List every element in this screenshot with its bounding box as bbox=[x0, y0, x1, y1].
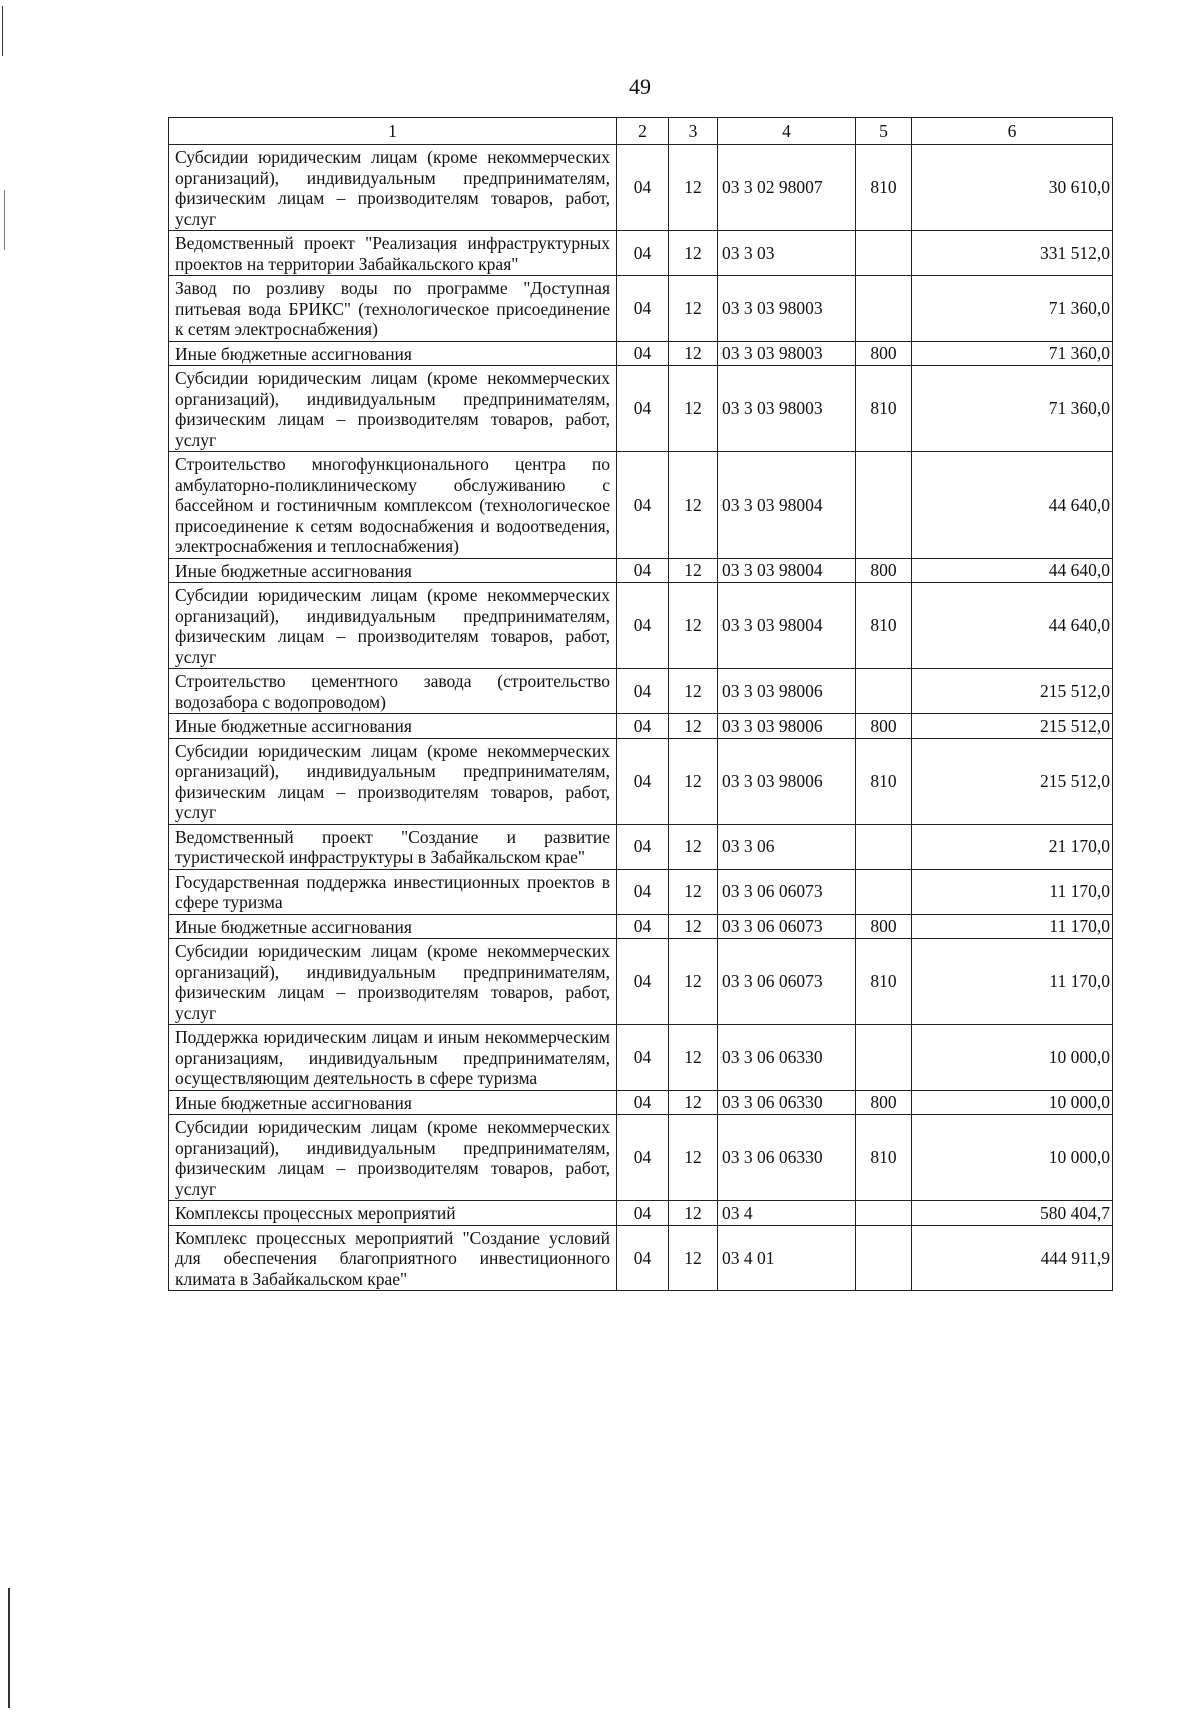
amount-cell: 71 360,0 bbox=[912, 366, 1113, 452]
item-name-cell: Субсидии юридическим лицам (кроме некоммерческих организаций), индивидуальным предпринимателям, физическим лицам – производителям товаров, работ, услуг bbox=[169, 1115, 617, 1201]
target-article-cell: 03 4 bbox=[718, 1201, 856, 1226]
subsection-cell: 12 bbox=[669, 669, 718, 714]
subsection-cell: 12 bbox=[669, 1225, 718, 1291]
amount-cell: 331 512,0 bbox=[912, 231, 1113, 276]
target-article-cell: 03 3 03 98003 bbox=[718, 276, 856, 342]
item-name-cell: Иные бюджетные ассигнования bbox=[169, 914, 617, 939]
section-cell: 04 bbox=[617, 714, 669, 739]
subsection-cell: 12 bbox=[669, 1025, 718, 1091]
header-cell: 3 bbox=[669, 118, 718, 145]
header-cell: 4 bbox=[718, 118, 856, 145]
page-number: 49 bbox=[629, 74, 651, 99]
target-article-cell: 03 3 03 98004 bbox=[718, 558, 856, 583]
target-article-cell: 03 3 06 06073 bbox=[718, 939, 856, 1025]
subsection-cell: 12 bbox=[669, 824, 718, 869]
section-cell: 04 bbox=[617, 583, 669, 669]
target-article-cell: 03 3 06 06073 bbox=[718, 869, 856, 914]
section-cell: 04 bbox=[617, 341, 669, 366]
target-article-cell: 03 3 06 06330 bbox=[718, 1090, 856, 1115]
subsection-cell: 12 bbox=[669, 145, 718, 231]
subsection-cell: 12 bbox=[669, 738, 718, 824]
item-name-cell: Иные бюджетные ассигнования bbox=[169, 341, 617, 366]
expense-type-cell: 800 bbox=[856, 558, 912, 583]
subsection-cell: 12 bbox=[669, 1090, 718, 1115]
subsection-cell: 12 bbox=[669, 583, 718, 669]
amount-cell: 11 170,0 bbox=[912, 914, 1113, 939]
table-row bbox=[169, 869, 1113, 914]
target-article-cell: 03 3 06 06330 bbox=[718, 1025, 856, 1091]
subsection-cell: 12 bbox=[669, 452, 718, 559]
header-cell: 1 bbox=[169, 118, 617, 145]
scan-margin-mark bbox=[2, 6, 3, 56]
table-row bbox=[169, 1115, 1113, 1201]
section-cell: 04 bbox=[617, 276, 669, 342]
expense-type-cell bbox=[856, 824, 912, 869]
target-article-cell: 03 3 03 98006 bbox=[718, 669, 856, 714]
item-name-cell: Иные бюджетные ассигнования bbox=[169, 558, 617, 583]
header-cell: 5 bbox=[856, 118, 912, 145]
section-cell: 04 bbox=[617, 231, 669, 276]
expense-type-cell: 800 bbox=[856, 1090, 912, 1115]
item-name-cell: Ведомственный проект "Реализация инфраструктурных проектов на территории Забайкальского края" bbox=[169, 231, 617, 276]
section-cell: 04 bbox=[617, 914, 669, 939]
subsection-cell: 12 bbox=[669, 714, 718, 739]
subsection-cell: 12 bbox=[669, 276, 718, 342]
table-row bbox=[169, 1090, 1113, 1115]
expense-type-cell: 810 bbox=[856, 366, 912, 452]
amount-cell: 30 610,0 bbox=[912, 145, 1113, 231]
expense-type-cell: 800 bbox=[856, 341, 912, 366]
target-article-cell: 03 3 03 98006 bbox=[718, 714, 856, 739]
amount-cell: 71 360,0 bbox=[912, 276, 1113, 342]
amount-cell: 215 512,0 bbox=[912, 669, 1113, 714]
amount-cell: 11 170,0 bbox=[912, 939, 1113, 1025]
table-row bbox=[169, 231, 1113, 276]
target-article-cell: 03 3 06 06073 bbox=[718, 914, 856, 939]
table-row bbox=[169, 145, 1113, 231]
amount-cell: 10 000,0 bbox=[912, 1115, 1113, 1201]
expense-type-cell: 810 bbox=[856, 583, 912, 669]
subsection-cell: 12 bbox=[669, 558, 718, 583]
amount-cell: 215 512,0 bbox=[912, 738, 1113, 824]
table-row bbox=[169, 276, 1113, 342]
expense-type-cell bbox=[856, 452, 912, 559]
item-name-cell: Строительство цементного завода (строительство водозабора с водопроводом) bbox=[169, 669, 617, 714]
amount-cell: 11 170,0 bbox=[912, 869, 1113, 914]
target-article-cell: 03 3 03 98004 bbox=[718, 452, 856, 559]
item-name-cell: Комплекс процессных мероприятий "Создание условий для обеспечения благоприятного инвестиционного климата в Забайкальском крае" bbox=[169, 1225, 617, 1291]
target-article-cell: 03 3 03 98004 bbox=[718, 583, 856, 669]
target-article-cell: 03 3 03 98006 bbox=[718, 738, 856, 824]
target-article-cell: 03 3 03 bbox=[718, 231, 856, 276]
subsection-cell: 12 bbox=[669, 1115, 718, 1201]
expense-type-cell: 810 bbox=[856, 738, 912, 824]
item-name-cell: Государственная поддержка инвестиционных проектов в сфере туризма bbox=[169, 869, 617, 914]
table-row bbox=[169, 1025, 1113, 1091]
expense-type-cell: 810 bbox=[856, 1115, 912, 1201]
subsection-cell: 12 bbox=[669, 231, 718, 276]
section-cell: 04 bbox=[617, 1090, 669, 1115]
section-cell: 04 bbox=[617, 1115, 669, 1201]
table-row bbox=[169, 714, 1113, 739]
amount-cell: 580 404,7 bbox=[912, 1201, 1113, 1226]
subsection-cell: 12 bbox=[669, 1201, 718, 1226]
expense-type-cell: 810 bbox=[856, 939, 912, 1025]
amount-cell: 215 512,0 bbox=[912, 714, 1113, 739]
table-row bbox=[169, 341, 1113, 366]
subsection-cell: 12 bbox=[669, 914, 718, 939]
target-article-cell: 03 3 06 06330 bbox=[718, 1115, 856, 1201]
scan-margin-mark bbox=[8, 1588, 10, 1708]
table-row bbox=[169, 583, 1113, 669]
budget-table bbox=[168, 117, 1113, 1291]
target-article-cell: 03 3 03 98003 bbox=[718, 341, 856, 366]
target-article-cell: 03 3 06 bbox=[718, 824, 856, 869]
subsection-cell: 12 bbox=[669, 366, 718, 452]
expense-type-cell bbox=[856, 1201, 912, 1226]
expense-type-cell bbox=[856, 1225, 912, 1291]
item-name-cell: Субсидии юридическим лицам (кроме некоммерческих организаций), индивидуальным предпринимателям, физическим лицам – производителям товаров, работ, услуг bbox=[169, 583, 617, 669]
table-row bbox=[169, 1201, 1113, 1226]
item-name-cell: Субсидии юридическим лицам (кроме некоммерческих организаций), индивидуальным предпринимателям, физическим лицам – производителям товаров, работ, услуг bbox=[169, 366, 617, 452]
expense-type-cell bbox=[856, 669, 912, 714]
section-cell: 04 bbox=[617, 939, 669, 1025]
item-name-cell: Иные бюджетные ассигнования bbox=[169, 714, 617, 739]
subsection-cell: 12 bbox=[669, 869, 718, 914]
section-cell: 04 bbox=[617, 738, 669, 824]
expense-type-cell bbox=[856, 1025, 912, 1091]
section-cell: 04 bbox=[617, 558, 669, 583]
section-cell: 04 bbox=[617, 824, 669, 869]
amount-cell: 10 000,0 bbox=[912, 1090, 1113, 1115]
expense-type-cell bbox=[856, 231, 912, 276]
item-name-cell: Строительство многофункционального центра по амбулаторно-поликлиническому обслуживанию с бассейном и гостиничным комплексом (технологическое присоединение к сетям водоснабжения и водоотведения, электроснабжения и теплоснабжения) bbox=[169, 452, 617, 559]
section-cell: 04 bbox=[617, 1025, 669, 1091]
item-name-cell: Поддержка юридическим лицам и иным некоммерческим организациям, индивидуальным предпринимателям, осуществляющим деятельность в сфере туризма bbox=[169, 1025, 617, 1091]
table-row bbox=[169, 914, 1113, 939]
table-row bbox=[169, 669, 1113, 714]
header-cell: 6 bbox=[912, 118, 1113, 145]
expense-type-cell: 800 bbox=[856, 914, 912, 939]
amount-cell: 44 640,0 bbox=[912, 558, 1113, 583]
item-name-cell: Субсидии юридическим лицам (кроме некоммерческих организаций), индивидуальным предпринимателям, физическим лицам – производителям товаров, работ, услуг bbox=[169, 939, 617, 1025]
table-row bbox=[169, 939, 1113, 1025]
item-name-cell: Ведомственный проект "Создание и развитие туристической инфраструктуры в Забайкальском крае" bbox=[169, 824, 617, 869]
target-article-cell: 03 3 02 98007 bbox=[718, 145, 856, 231]
subsection-cell: 12 bbox=[669, 939, 718, 1025]
section-cell: 04 bbox=[617, 1225, 669, 1291]
item-name-cell: Иные бюджетные ассигнования bbox=[169, 1090, 617, 1115]
expense-type-cell: 810 bbox=[856, 145, 912, 231]
section-cell: 04 bbox=[617, 145, 669, 231]
item-name-cell: Завод по розливу воды по программе "Доступная питьевая вода БРИКС" (технологическое присоединение к сетям электроснабжения) bbox=[169, 276, 617, 342]
section-cell: 04 bbox=[617, 1201, 669, 1226]
amount-cell: 44 640,0 bbox=[912, 583, 1113, 669]
target-article-cell: 03 4 01 bbox=[718, 1225, 856, 1291]
expense-type-cell: 800 bbox=[856, 714, 912, 739]
table-row bbox=[169, 1225, 1113, 1291]
table-row bbox=[169, 452, 1113, 559]
item-name-cell: Субсидии юридическим лицам (кроме некоммерческих организаций), индивидуальным предпринимателям, физическим лицам – производителям товаров, работ, услуг bbox=[169, 738, 617, 824]
amount-cell: 21 170,0 bbox=[912, 824, 1113, 869]
subsection-cell: 12 bbox=[669, 341, 718, 366]
expense-type-cell bbox=[856, 276, 912, 342]
section-cell: 04 bbox=[617, 669, 669, 714]
header-cell: 2 bbox=[617, 118, 669, 145]
section-cell: 04 bbox=[617, 869, 669, 914]
item-name-cell: Субсидии юридическим лицам (кроме некоммерческих организаций), индивидуальным предпринимателям, физическим лицам – производителям товаров, работ, услуг bbox=[169, 145, 617, 231]
item-name-cell: Комплексы процессных мероприятий bbox=[169, 1201, 617, 1226]
table-row bbox=[169, 824, 1113, 869]
amount-cell: 44 640,0 bbox=[912, 452, 1113, 559]
section-cell: 04 bbox=[617, 366, 669, 452]
table-row bbox=[169, 558, 1113, 583]
amount-cell: 71 360,0 bbox=[912, 341, 1113, 366]
target-article-cell: 03 3 03 98003 bbox=[718, 366, 856, 452]
amount-cell: 444 911,9 bbox=[912, 1225, 1113, 1291]
table-row bbox=[169, 738, 1113, 824]
section-cell: 04 bbox=[617, 452, 669, 559]
amount-cell: 10 000,0 bbox=[912, 1025, 1113, 1091]
table-header-row bbox=[169, 118, 1113, 145]
scan-margin-mark bbox=[4, 190, 5, 250]
expense-type-cell bbox=[856, 869, 912, 914]
table-row bbox=[169, 366, 1113, 452]
